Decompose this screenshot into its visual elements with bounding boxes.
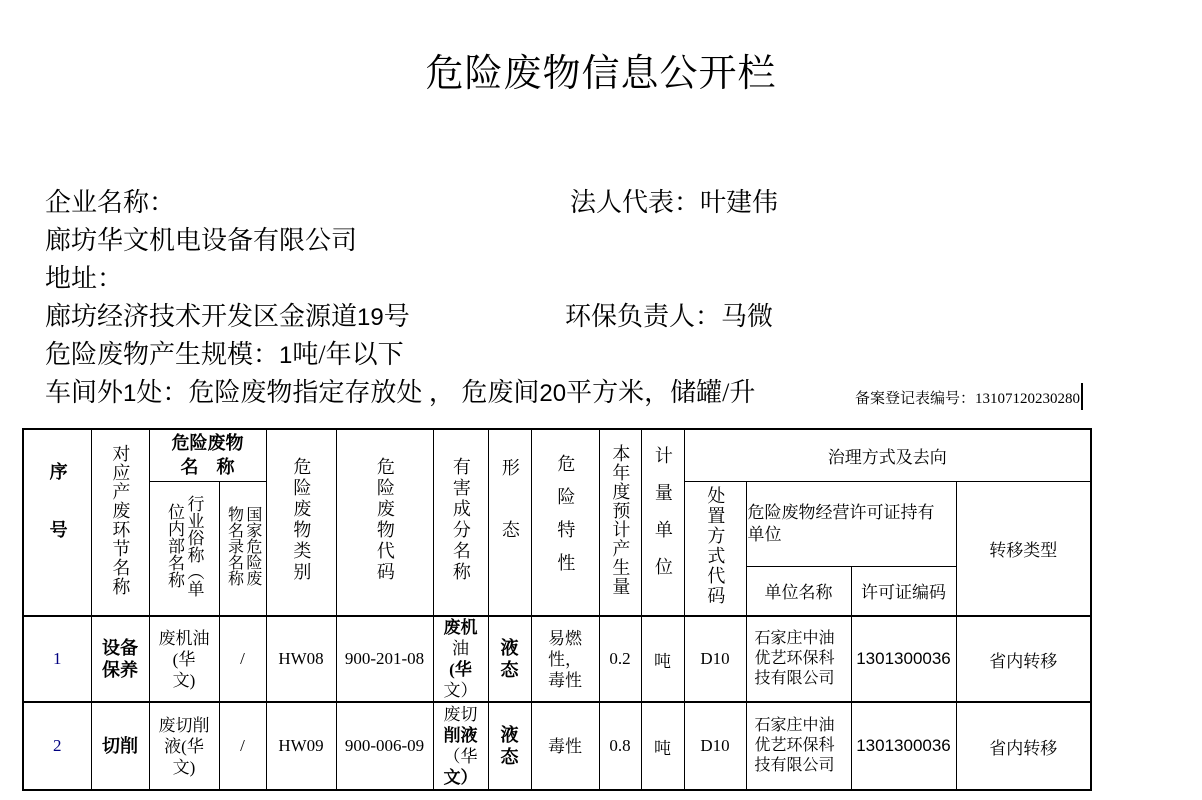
row1-national-name: / (219, 616, 266, 702)
col-header-license-holder: 危险废物经营许可证持有单位 (746, 481, 956, 566)
row1-stage: 设备保养 (91, 616, 149, 702)
table-row (23, 702, 1091, 790)
row2-industry-name: 废切削 液(华 文) (149, 702, 219, 790)
storage-text-2: 处：危险废物指定存放处 ， 危废间 (136, 378, 540, 407)
info-line-storage (45, 374, 1165, 412)
row2-category: HW09 (266, 702, 336, 790)
storage-number-2: 20 (539, 380, 567, 407)
scale-suffix: 吨/年以下 (292, 340, 404, 369)
col-header-waste-name-group: 危险废物 名 称 (149, 429, 266, 481)
hazardous-waste-table (22, 428, 1092, 791)
env-officer: 环保负责人：马微 (565, 302, 774, 331)
address-label: 地址： (45, 264, 124, 293)
row1-annual: 0.2 (599, 616, 641, 702)
row2-hazard: 毒性 (531, 702, 599, 790)
col-header-disposal-code: 处置方式代码 (684, 481, 746, 616)
storage-text-3: 平方米，储罐/升 (566, 378, 756, 407)
col-header-form: 形态 (488, 429, 531, 616)
row1-unit: 吨 (641, 616, 684, 702)
col-header-stage: 对应产废环节名称 (91, 429, 149, 616)
col-header-category: 危险废物类别 (266, 429, 336, 616)
col-header-transfer-type: 转移类型 (956, 481, 1091, 616)
address-text: 廊坊经济技术开发区金源道 (45, 302, 358, 331)
row2-annual: 0.8 (599, 702, 641, 790)
row2-seq: 2 (23, 702, 91, 790)
row2-unit-name: 石家庄中油优艺环保科技有限公司 (746, 702, 851, 790)
row2-license-no: 1301300036 (851, 702, 956, 790)
row2-national-name: / (219, 702, 266, 790)
company-name: 廊坊华文机电设备有限公司 (45, 226, 358, 255)
row1-category: HW08 (266, 616, 336, 702)
col-header-treatment-group: 治理方式及去向 (684, 429, 1091, 481)
row2-form: 液态 (488, 702, 531, 790)
col-header-annual: 本年度预计产生量 (599, 429, 641, 616)
storage-text-1: 车间外 (45, 378, 124, 407)
row1-seq: 1 (23, 616, 91, 702)
row1-unit-name: 石家庄中油优艺环保科技有限公司 (746, 616, 851, 702)
row2-harmful: 废切 削液 （华 文） (433, 702, 488, 790)
row2-disposal-code: D10 (684, 702, 746, 790)
company-info-block (45, 184, 1165, 412)
col-header-license-no: 许可证编码 (851, 566, 956, 616)
info-line-address (45, 298, 1165, 336)
row1-disposal-code: D10 (684, 616, 746, 702)
col-header-code: 危险废物代码 (336, 429, 433, 616)
col-header-hazard: 危险特性 (531, 429, 599, 616)
row1-code: 900-201-08 (336, 616, 433, 702)
address-number: 19 (357, 304, 384, 331)
page-title: 危险废物信息公开栏 (425, 53, 777, 95)
row2-transfer-type: 省内转移 (956, 702, 1091, 790)
row2-code: 900-006-09 (336, 702, 433, 790)
row1-hazard: 易燃性， 毒性 (531, 616, 599, 702)
info-line-company (45, 184, 1165, 222)
col-header-unit: 计量单位 (641, 429, 684, 616)
company-name-label: 企业名称： (45, 188, 176, 217)
scale-number: 1 (279, 342, 293, 369)
col-header-unit-name: 单位名称 (746, 566, 851, 616)
legal-representative: 法人代表：叶建伟 (570, 188, 779, 217)
row2-unit: 吨 (641, 702, 684, 790)
col-header-harmful: 有害成分名称 (433, 429, 488, 616)
text-cursor (1081, 383, 1083, 410)
record-number-text: 备案登记表编号：13107120230280 (855, 391, 1081, 407)
col-header-national-name: 国家危险废物名录名称 (219, 481, 266, 616)
address-suffix: 号 (383, 302, 410, 331)
row2-stage: 切削 (91, 702, 149, 790)
table-row (23, 616, 1091, 702)
col-header-seq: 序号 (23, 429, 91, 616)
row1-form: 液态 (488, 616, 531, 702)
info-line-scale (45, 336, 1165, 374)
scale-label: 危险废物产生规模： (45, 340, 280, 369)
col-header-industry-name: 行业俗称（单位内部名称 (149, 481, 219, 616)
storage-number-1: 1 (123, 380, 137, 407)
row1-harmful: 废机 油 (华 文） (433, 616, 488, 702)
record-number-label (855, 383, 1083, 410)
row1-transfer-type: 省内转移 (956, 616, 1091, 702)
row1-industry-name: 废机油 (华 文) (149, 616, 219, 702)
row1-license-no: 1301300036 (851, 616, 956, 702)
